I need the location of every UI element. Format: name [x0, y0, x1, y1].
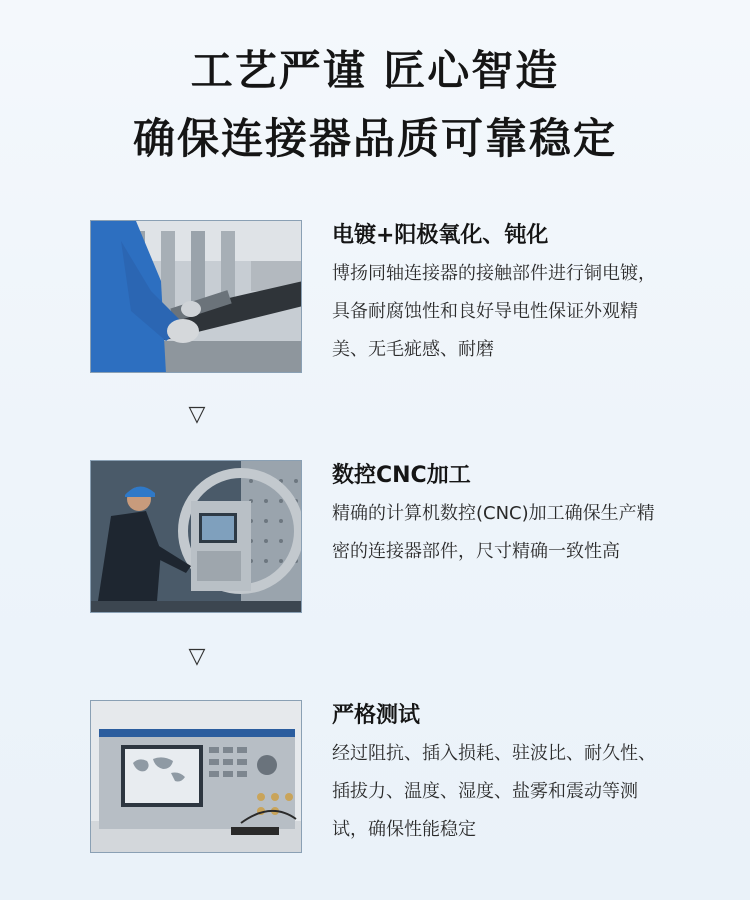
feature-text-cnc [332, 460, 672, 571]
plating-worker-photo [90, 220, 302, 373]
cnc-operator-photo [90, 460, 302, 613]
feature-description: 博扬同轴连接器的接触部件进行铜电镀，具备耐腐蚀性和良好导电性保证外观精美、无毛疵感、耐磨 [332, 263, 656, 360]
feature-text-plating [332, 220, 672, 369]
headline-line-1: 工艺严谨 匠心智造 [190, 46, 560, 95]
headline-line-2: 确保连接器品质可靠稳定 [132, 114, 617, 163]
down-arrow-icon: ▽ [188, 644, 206, 669]
feature-title: 数控CNC加工 [332, 463, 471, 488]
test-instrument-photo [90, 700, 302, 853]
feature-section-plating [90, 220, 690, 375]
feature-description: 精确的计算机数控(CNC)加工确保生产精密的连接器部件，尺寸精确一致性高 [332, 503, 655, 562]
feature-title: 严格测试 [332, 703, 421, 728]
feature-description: 经过阻抗、插入损耗、驻波比、耐久性、插拔力、温度、湿度、盐雾和震动等测试，确保性能稳定 [332, 743, 656, 840]
feature-text-testing [332, 700, 672, 849]
down-arrow-icon: ▽ [188, 402, 206, 427]
feature-section-cnc [90, 460, 690, 615]
feature-section-testing [90, 700, 690, 855]
feature-title: 电镀+阳极氧化、钝化 [332, 223, 549, 248]
